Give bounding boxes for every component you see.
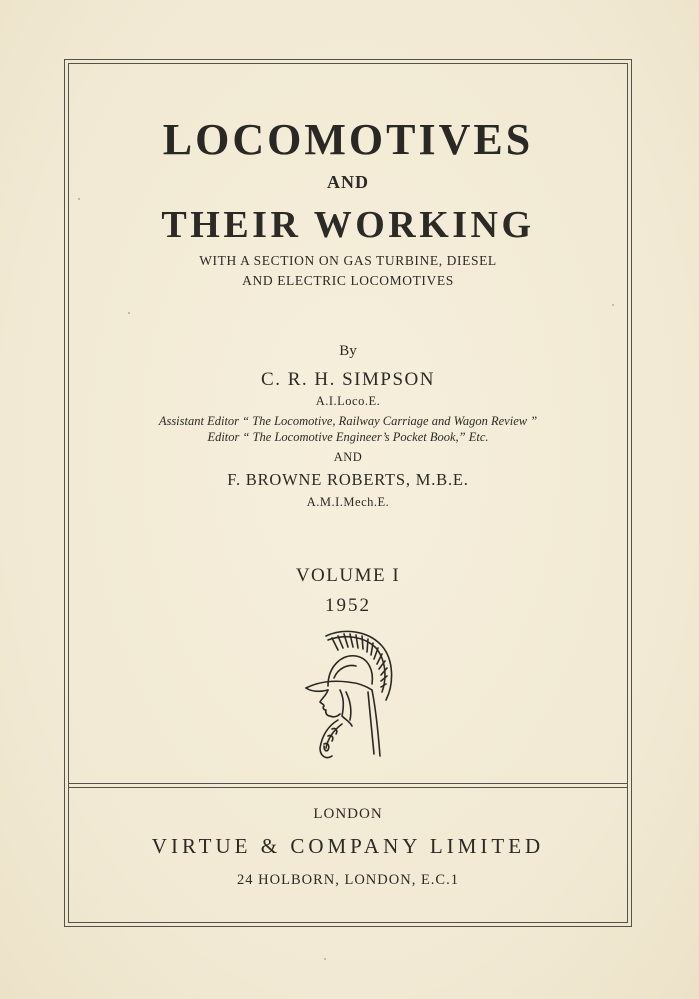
by-label: By — [339, 343, 357, 359]
paper-speck — [78, 198, 80, 200]
publisher-name: VIRTUE & COMPANY LIMITED — [151, 834, 545, 858]
author2-credentials: A.M.I.Mech.E. — [306, 495, 390, 509]
book-title-line1: LOCOMOTIVES — [162, 115, 534, 164]
imprint-divider-bottom — [68, 787, 628, 788]
paper-speck — [324, 958, 326, 960]
imprint-divider-top — [68, 783, 628, 784]
publication-year: 1952 — [325, 595, 371, 616]
authors-and: AND — [333, 450, 363, 464]
subtitle-line1: WITH A SECTION ON GAS TURBINE, DIESEL — [199, 253, 497, 268]
subtitle-line2: AND ELECTRIC LOCOMOTIVES — [242, 273, 454, 288]
author2-name: F. BROWNE ROBERTS, M.B.E. — [227, 470, 469, 489]
author1-credentials: A.I.Loco.E. — [315, 394, 381, 408]
publisher-address: 24 HOLBORN, LONDON, E.C.1 — [237, 872, 459, 888]
book-title-and: AND — [327, 172, 369, 192]
athena-helmet-icon — [298, 626, 398, 766]
author1-role2: Editor “ The Locomotive Engineer’s Pocket Book,” Etc. — [207, 430, 489, 444]
inner-border — [68, 63, 628, 923]
paper-speck — [128, 312, 130, 314]
paper-speck — [612, 304, 614, 306]
author1-name: C. R. H. SIMPSON — [261, 369, 435, 390]
imprint-city: LONDON — [313, 806, 383, 822]
book-title-line2: THEIR WORKING — [161, 204, 535, 246]
volume-label: VOLUME I — [295, 565, 401, 586]
author1-role1: Assistant Editor “ The Locomotive, Railway Carriage and Wagon Review ” — [158, 414, 538, 428]
